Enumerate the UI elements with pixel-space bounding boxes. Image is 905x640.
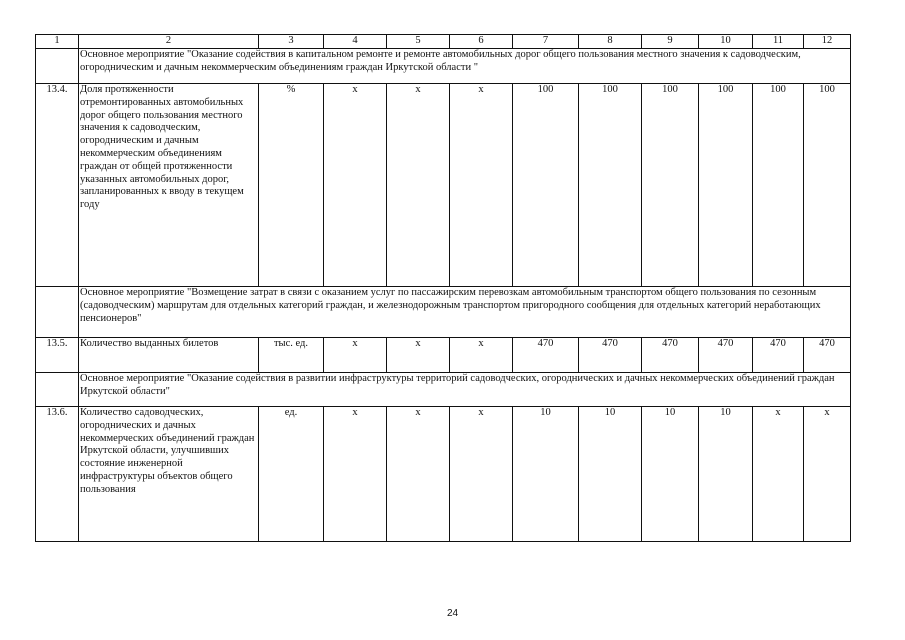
column-number-header: 1 — [36, 35, 79, 49]
column-number-header: 12 — [804, 35, 851, 49]
value-cell: x — [387, 407, 450, 542]
value-cell: x — [804, 407, 851, 542]
value-cell: 100 — [579, 84, 642, 287]
value-cell: x — [450, 84, 513, 287]
value-cell: 10 — [513, 407, 579, 542]
indicator-name: Количество садоводческих, огороднических и дачных некоммерческих объединений граждан Иркутской области, улучшивших состояние инженерной инфраструктуры объектов общего пользования — [79, 407, 259, 542]
value-cell: x — [753, 407, 804, 542]
column-number-header: 8 — [579, 35, 642, 49]
value-cell: 100 — [699, 84, 753, 287]
value-cell: 100 — [804, 84, 851, 287]
row-number: 13.4. — [36, 84, 79, 287]
column-number-header: 11 — [753, 35, 804, 49]
section-row — [36, 373, 851, 407]
empty-cell — [36, 49, 79, 84]
indicators-table — [35, 34, 851, 542]
value-cell: 10 — [699, 407, 753, 542]
value-cell: 470 — [753, 338, 804, 373]
value-cell: x — [450, 338, 513, 373]
section-title: Основное мероприятие "Возмещение затрат в связи с оказанием услуг по пассажирским перевозкам автомобильным транспортом общего пользования по сезонным (садоводческим) маршрутам для отдельных категорий граждан, и железнодорожным транспортом пригородного сообщения для отдельных категорий неработающих пенсионеров" — [79, 287, 851, 338]
column-number-header: 6 — [450, 35, 513, 49]
section-title: Основное мероприятие "Оказание содействия в развитии инфраструктуры территорий садоводческих, огороднических и дачных некоммерческих объединений граждан Иркутской области" — [79, 373, 851, 407]
column-number-header: 10 — [699, 35, 753, 49]
column-number-header: 3 — [259, 35, 324, 49]
value-cell: x — [387, 84, 450, 287]
unit-cell: % — [259, 84, 324, 287]
value-cell: 470 — [699, 338, 753, 373]
table-row — [36, 407, 851, 542]
indicator-name: Доля протяженности отремонтированных автомобильных дорог общего пользования местного значения к садоводческим, огородническим и дачным некоммерческим объединениям граждан от общей протяженности указанных автомобильных дорог, запланированных к вводу в текущем году — [79, 84, 259, 287]
section-row — [36, 287, 851, 338]
value-cell: 10 — [579, 407, 642, 542]
empty-cell — [36, 287, 79, 338]
column-number-header: 7 — [513, 35, 579, 49]
table-row — [36, 84, 851, 287]
column-number-header: 4 — [324, 35, 387, 49]
indicator-name: Количество выданных билетов — [79, 338, 259, 373]
column-number-header-row — [36, 35, 851, 49]
empty-cell — [36, 373, 79, 407]
section-row — [36, 49, 851, 84]
value-cell: x — [324, 407, 387, 542]
value-cell: 470 — [642, 338, 699, 373]
unit-cell: тыс. ед. — [259, 338, 324, 373]
value-cell: 100 — [513, 84, 579, 287]
value-cell: x — [324, 338, 387, 373]
value-cell: x — [387, 338, 450, 373]
page-number: 24 — [446, 608, 459, 619]
value-cell: x — [324, 84, 387, 287]
value-cell: 470 — [804, 338, 851, 373]
value-cell: 10 — [642, 407, 699, 542]
row-number: 13.6. — [36, 407, 79, 542]
column-number-header: 9 — [642, 35, 699, 49]
value-cell: 100 — [642, 84, 699, 287]
column-number-header: 5 — [387, 35, 450, 49]
section-title: Основное мероприятие "Оказание содействия в капитальном ремонте и ремонте автомобильных дорог общего пользования местного значения к садоводческим, огородническим и дачным некоммерческим объединениям граждан Иркутской области " — [79, 49, 851, 84]
value-cell: 470 — [513, 338, 579, 373]
column-number-header: 2 — [79, 35, 259, 49]
row-number: 13.5. — [36, 338, 79, 373]
value-cell: x — [450, 407, 513, 542]
value-cell: 100 — [753, 84, 804, 287]
table-row — [36, 338, 851, 373]
unit-cell: ед. — [259, 407, 324, 542]
value-cell: 470 — [579, 338, 642, 373]
